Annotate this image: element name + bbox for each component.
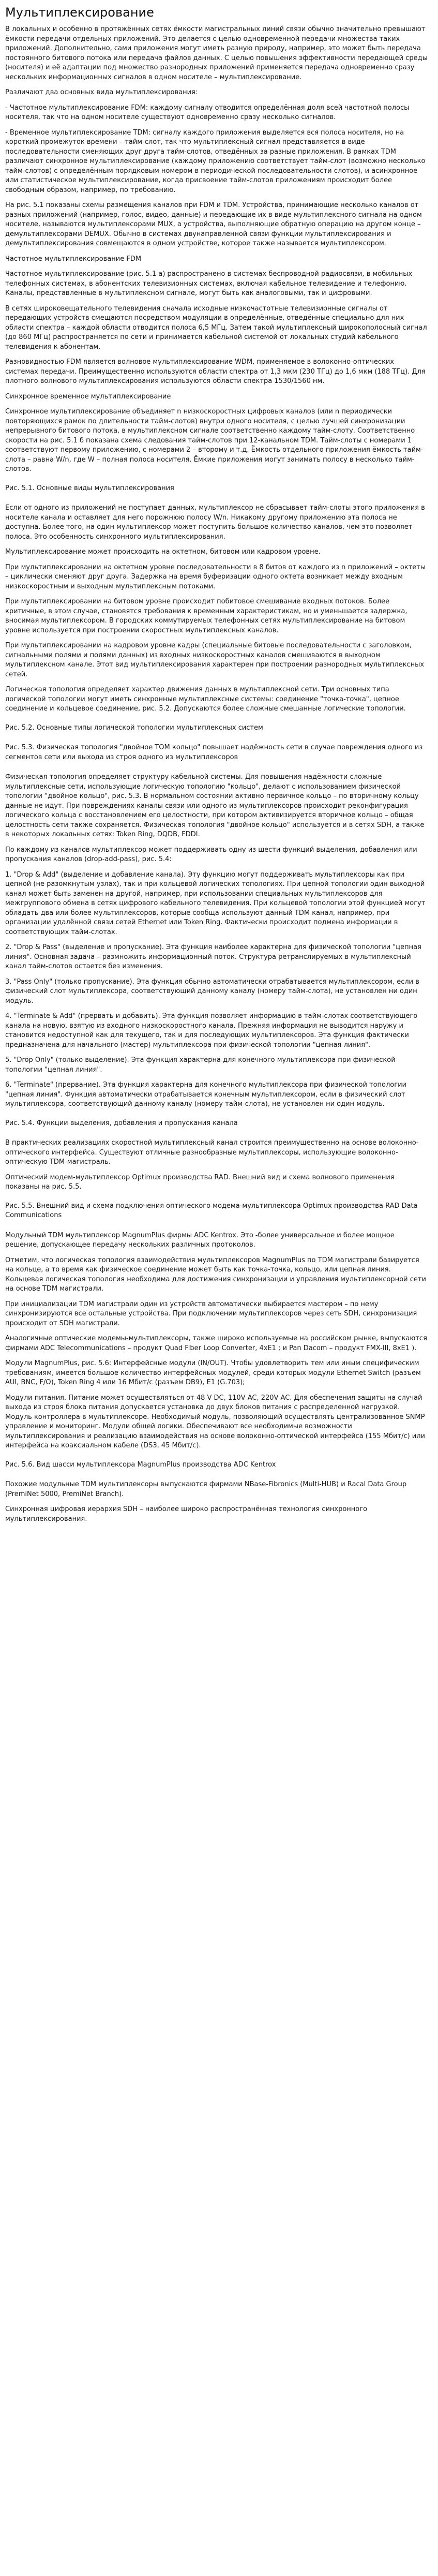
paragraph: На рис. 5.1 показаны схемы размещения каналов при FDM и TDM. Устройства, принимающие несколько каналов от разных приложений (например, голос, видео, данные) и передающие их в виде мультиплексного сигнала на одном носителе, называются мультиплексорами MUX, а устройства, выполняющие обратную операцию на другом конце – демультиплексорами DEMUX. Обычно в системах двунаправленной связи функции мультиплексирования и демультиплексирования совмещаются в одном устройстве, которое также называется мультиплексором. — [5, 201, 422, 247]
figure-caption: Рис. 5.2. Основные типы логической топологии мультиплексных систем — [5, 723, 263, 732]
list-item: 3. "Pass Only" (только пропускание). Эта функция обычно автоматически отрабатывается мультиплексором, если в физический слот мультиплексора, соответствующий данному каналу (номеру тайм-слота), не установлен ни один модуль. — [5, 978, 419, 1005]
list-item: 5. "Drop Only" (только выделение). Эта функция характерна для конечного мультиплексора при физической топологии "цепная линия". — [5, 1056, 396, 1074]
paragraph: В практических реализациях скоростной мультиплексный канал строится преимущественно на основе волоконно-оптического интерфейса. Существуют отличные разнообразные мультиплексоры, использующие волоконно-оптическую TDM-магистраль. — [5, 1139, 419, 1166]
paragraph: При мультиплексировании на битовом уровне происходит побитовое смешивание входных потоков. Более критичные, в этом случае, становятся требования к временным характеристикам, но и уменьшается задержка, вносимая мультиплексором. В городских коммутируемых телефонных сетях мультиплексирование на битовом уровне используется при построении скоростных мультиплексных каналов. — [5, 598, 407, 634]
paragraph: При мультиплексировании на кадровом уровне кадры (специальные битовые последовательности с заголовком, сигнальными полями и полями данных) из входных низкоскоростных каналов смешиваются в выходном мультиплексном канале. Этот вид мультиплексирования характерен при построении разнородных мультиплексных сетей. — [5, 642, 425, 678]
paragraph: Логическая топология определяет характер движения данных в мультиплексной сети. Три основных типа логической топологии могут иметь синхронные мультиплексные системы: соединение "точка-точка", цепное соединение и кольцевое соединение, рис. 5.2. Допускаются более сложные смешанные логические топологии. — [5, 686, 406, 713]
list-item: 1. "Drop & Add" (выделение и добавление канала). Эту функцию могут поддерживать мультиплексоры как при цепной (не разомкнутым узлах), так и при кольцевой логических топологиях. При цепной топологии один выходной канал может быть заменен на другой, например, при использовании специальных мультиплексоров для межгруппового обмена в сетях цифрового кабельного телевидения. При кольцевой топологии этой функцией могут обладать два или более мультиплексоров, которые сообща используют данный TDM канал, например, при организации удалённой связи сетей Ethernet или Token Ring. Фактически происходит подмена информации в соответствующих тайм-слотах. — [5, 870, 426, 936]
figure-caption: Рис. 5.5. Внешний вид и схема подключения оптического модема-мультиплексора Optimux производства RAD Data Communications — [5, 1202, 418, 1219]
paragraph: Частотное мультиплексирование (рис. 5.1 а) распространено в системах беспроводной радиосвязи, в мобильных телефонных системах, в абонентских телевизионных системах, включая кабельное телевидение и телефонию. Каналы, представленные в мультиплексном сигнале, могут быть как аналоговыми, так и цифровыми. — [5, 270, 413, 297]
paragraph: Различают два основных вида мультиплексирования: — [5, 88, 198, 96]
figure-caption: Рис. 5.6. Вид шасси мультиплексора MagnumPlus производства ADC Kentrox — [5, 1460, 276, 1469]
list-item: 4. "Terminate & Add" (прервать и добавить). Эта функция позволяет информацию в тайм-слотах соответствующего канала на новую, взятую из входного низкоскоростного канала. Прежняя информация не выводится наружу и становится недоступной как для текущего, так и для последующих мультиплексоров. Эта функция фактически предназначена для начального (мастер) мультиплексора при физической топологии "цепная линия". — [5, 1012, 418, 1049]
paragraph: При инициализации TDM магистрали один из устройств автоматически выбирается мастером – по нему синхронизируются все остальные устройства. При подключении мультиплексоров через сеть SDH, синхронизация происходит от SDH магистрали. — [5, 1300, 417, 1327]
paragraph: Разновидностью FDM является волновое мультиплексирование WDM, применяемое в волоконно-оптических системах передачи. Преимущественно используются области спектра от 1,3 мкм (230 ТГц) до 1,6 мкм (188 ТГц). Для плотного волнового мультиплексирования используются области спектра 1530/1560 нм. — [5, 358, 426, 385]
figure-caption: Рис. 5.1. Основные виды мультиплексирования — [5, 484, 174, 492]
document-body — [5, 25, 428, 1524]
page-title: Мультиплексирование — [5, 5, 154, 20]
paragraph: Синхронная цифровая иерархия SDH – наиболее широко распространённая технология синхронного мультиплексирования. — [5, 1505, 368, 1523]
paragraph: Аналогичные оптические модемы-мультиплексоры, также широко используемые на российском рынке, выпускаются фирмами ADC Telecommunications – продукт Quad Fiber Loop Converter, 4xE1 ; и Pan Dacom – продукт FMX-III, 8xE1 ). — [5, 1335, 427, 1352]
paragraph: Мультиплексирование может происходить на октетном, битовом или кадровом уровне. — [5, 548, 321, 556]
paragraph: Синхронное мультиплексирование объединяет n низкоскоростных цифровых каналов (или n периодически повторяющихся рамок по длительности тайм-слотов) внутри одного носителя, с целью лучшей синхронизации непрерывного битового потока, в мультиплексном сигнале соответственно каждому тайм-слоту. Соответственно скорости на рис. 5.1 б показана схема следования тайм-слотов при 12-канальном TDM. Тайм-слоты с номерами 1 соответствуют первому приложению, с номерами 2 – второму и т.д. Ёмкость отдельного приложения ёмкость тайм-слота – равна W/n, где W – полная полоса носителя. Ёмкие приложения могут занимать полосу в несколько тайм-слотов. — [5, 408, 424, 473]
paragraph: Частотное мультиплексирование FDM — [5, 255, 142, 263]
figure-caption: Рис. 5.4. Функции выделения, добавления и пропускания канала — [5, 1119, 238, 1127]
paragraph: При мультиплексировании на октетном уровне последовательности в 8 битов от каждого из n приложений – октеты – циклически сменяют друг друга. Задержка на время буферизации одного октета возникает между входным низкоскоростным и выходным мультиплексным потоками. — [5, 563, 426, 590]
paragraph: В локальных и особенно в протяжённых сетях ёмкости магистральных линий связи обычно значительно превышают ёмкости передачи отдельных приложений. Это делается с целью одновременной передачи множества таких приложений. Дополнительно, сами приложения могут иметь разную природу, например, это может быть передача постоянного битового потока или передача файлов данных. С целью повышения эффективности передающей среды (носителя) и её адаптации под множество разнородных приложений применяется передача одновременно сразу нескольких информационных сигналов в одном носителе – мультиплексирование. — [5, 25, 428, 81]
paragraph: Оптический модем-мультиплексор Optimux производства RAD. Внешний вид и схема волнового применения показаны на рис. 5.5. — [5, 1173, 395, 1191]
paragraph: Физическая топология определяет структуру кабельной системы. Для повышения надёжности сложные мультиплексные сети, использующие логическую топологию "кольцо", делают с использованием физической топологии "двойное кольцо", рис. 5.3. В нормальном состоянии активно первичное кольцо – по вторичному кольцу данные не идут. При повреждениях каналы связи или одного из мультиплексоров происходит реконфигурация логического кольца с восстановлением его целостности, при котором активизируется вторичное кольцо – общая целостность сети также сохраняется. Физическая топология "двойное кольцо" используется и в сетях SDH, а также в некоторых локальных сетях: Token Ring, DQDB, FDDI. — [5, 773, 425, 838]
paragraph: В сетях широковещательного телевидения сначала исходные низкочастотные телевизионные сигналы от передающих устройств смещаются посредством модуляции в определённые, отведённые специально для них области спектра – каждой области отводится полоса 6,5 МГц. Затем такой мультиплексный широкополосный сигнал (до 860 МГц) распространяется по сети и принимается кабельной системой от локальных студий кабельного телевидения к абонентам. — [5, 304, 427, 351]
paragraph: По каждому из каналов мультиплексор может поддерживать одну из шести функций выделения, добавления или пропускания каналов (drop-add-pass), рис. 5.4: — [5, 846, 417, 863]
list-item: 2. "Drop & Pass" (выделение и пропускание). Эта функция наиболее характерна для физической топологии "цепная линия". Основная задача – размножить информационный поток. Структура ретранслируемых в мультиплексный канал тайм-слотов остается без изменения. — [5, 943, 421, 970]
paragraph: Отметим, что логическая топология взаимодействия мультиплексоров MagnumPlus по TDM магистрали базируется на кольце, а то время как физическое соединение может быть как точка-точка, кольцо, или цепная линия. Кольцевая логическая топология необходима для достижения синхронизации и управления мультиплексорной сети на основе TDM магистрали. — [5, 1256, 426, 1293]
paragraph: - Временное мультиплексирование TDM: сигналу каждого приложения выделяется вся полоса носителя, но на короткий промежуток времени – тайм-слот, так что мультиплексный сигнал представляется в виде последовательности сменяющих друг друга тайм-слотов, отведённых за разные приложения. В рамках TDM различают синхронное мультиплексирование (каждому приложению соответствует тайм-слот (возможно несколько тайм-слотов) с определённым порядковым номером в периодической последовательности слотов), и асинхронное или статистическое мультиплексирование, когда присвоение тайм-слотов приложениям происходит более свободным образом, например, по требованию. — [5, 128, 426, 194]
paragraph: - Частотное мультиплексирование FDM: каждому сигналу отводится определённая доля всей частотной полосы носителя, так что на одном носителе существуют одновременно сразу несколько сигналов. — [5, 103, 410, 121]
paragraph: Синхронное временное мультиплексирование — [5, 392, 171, 401]
paragraph: Если от одного из приложений не поступает данных, мультиплексор не сбрасывает тайм-слоты этого приложения в носителе канала и оставляет для него порожнюю полосу W/n. Никакому другому приложению эта полоса не доступна. Более того, на один мультиплексор может поступить большое количество каналов, чем это позволяет полоса. Это особенность синхронного мультиплексирования. — [5, 504, 425, 541]
list-item: 6. "Terminate" (прервание). Эта функция характерна для конечного мультиплексора при физической топологии "цепная линия". Функция автоматически отрабатывается конечным мультиплексором, если в физический слот мультиплексора, соответствующий данному каналу (номеру тайм-слота), не установлен ни один модуль. — [5, 1081, 406, 1108]
paragraph: Модули питания. Питание может осуществляться от 48 V DC, 110V AC, 220V AC. Для обеспечения защиты на случай выхода из строя блока питания допускается установка до двух блоков питания с распределенной нагрузкой. Модуль контроллера в мультиплексоре. Необходимый модуль, позволяющий осуществлять централизованное SNMP управление и мониторинг. Модули общей логики. Обеспечивают все необходимые возможности мультиплексирования и реализацию взаимодействия на основе волоконно-оптической интерфейса (155 Мбит/с) или интерфейса на коаксиальном кабеле (DS3, 45 Мбит/с). — [5, 1394, 426, 1449]
figure-caption: Рис. 5.3. Физическая топология "двойное ТОМ кольцо" повышает надёжность сети в случае повреждения одного из сегментов сети или выхода из строя одного из мультиплексоров — [5, 744, 423, 761]
paragraph: Модульный TDM мультиплексор MagnumPlus фирмы ADC Kentrox. Это -более универсальное и более мощное решение, допускающее передачу нескольких различных протоколов. — [5, 1231, 395, 1249]
paragraph: Похожие модульные TDM мультиплексоры выпускаются фирмами NBase-Fibronics (Multi-HUB) и Racal Data Group (PremiNet 5000, PremiNet Branch). — [5, 1481, 407, 1498]
paragraph: Модули MagnumPlus, рис. 5.6: Интерфейсные модули (IN/OUT). Чтобы удовлетворить тем или иным специфическим требованиям, имеется большое количество интерфейсных модулей, среди которых модули Ethernet Switch (разъем AUI, BNC, F/O), Token Ring 4 или 16 Мбит/с (разъем DB9), E1 (G.703); — [5, 1359, 421, 1386]
